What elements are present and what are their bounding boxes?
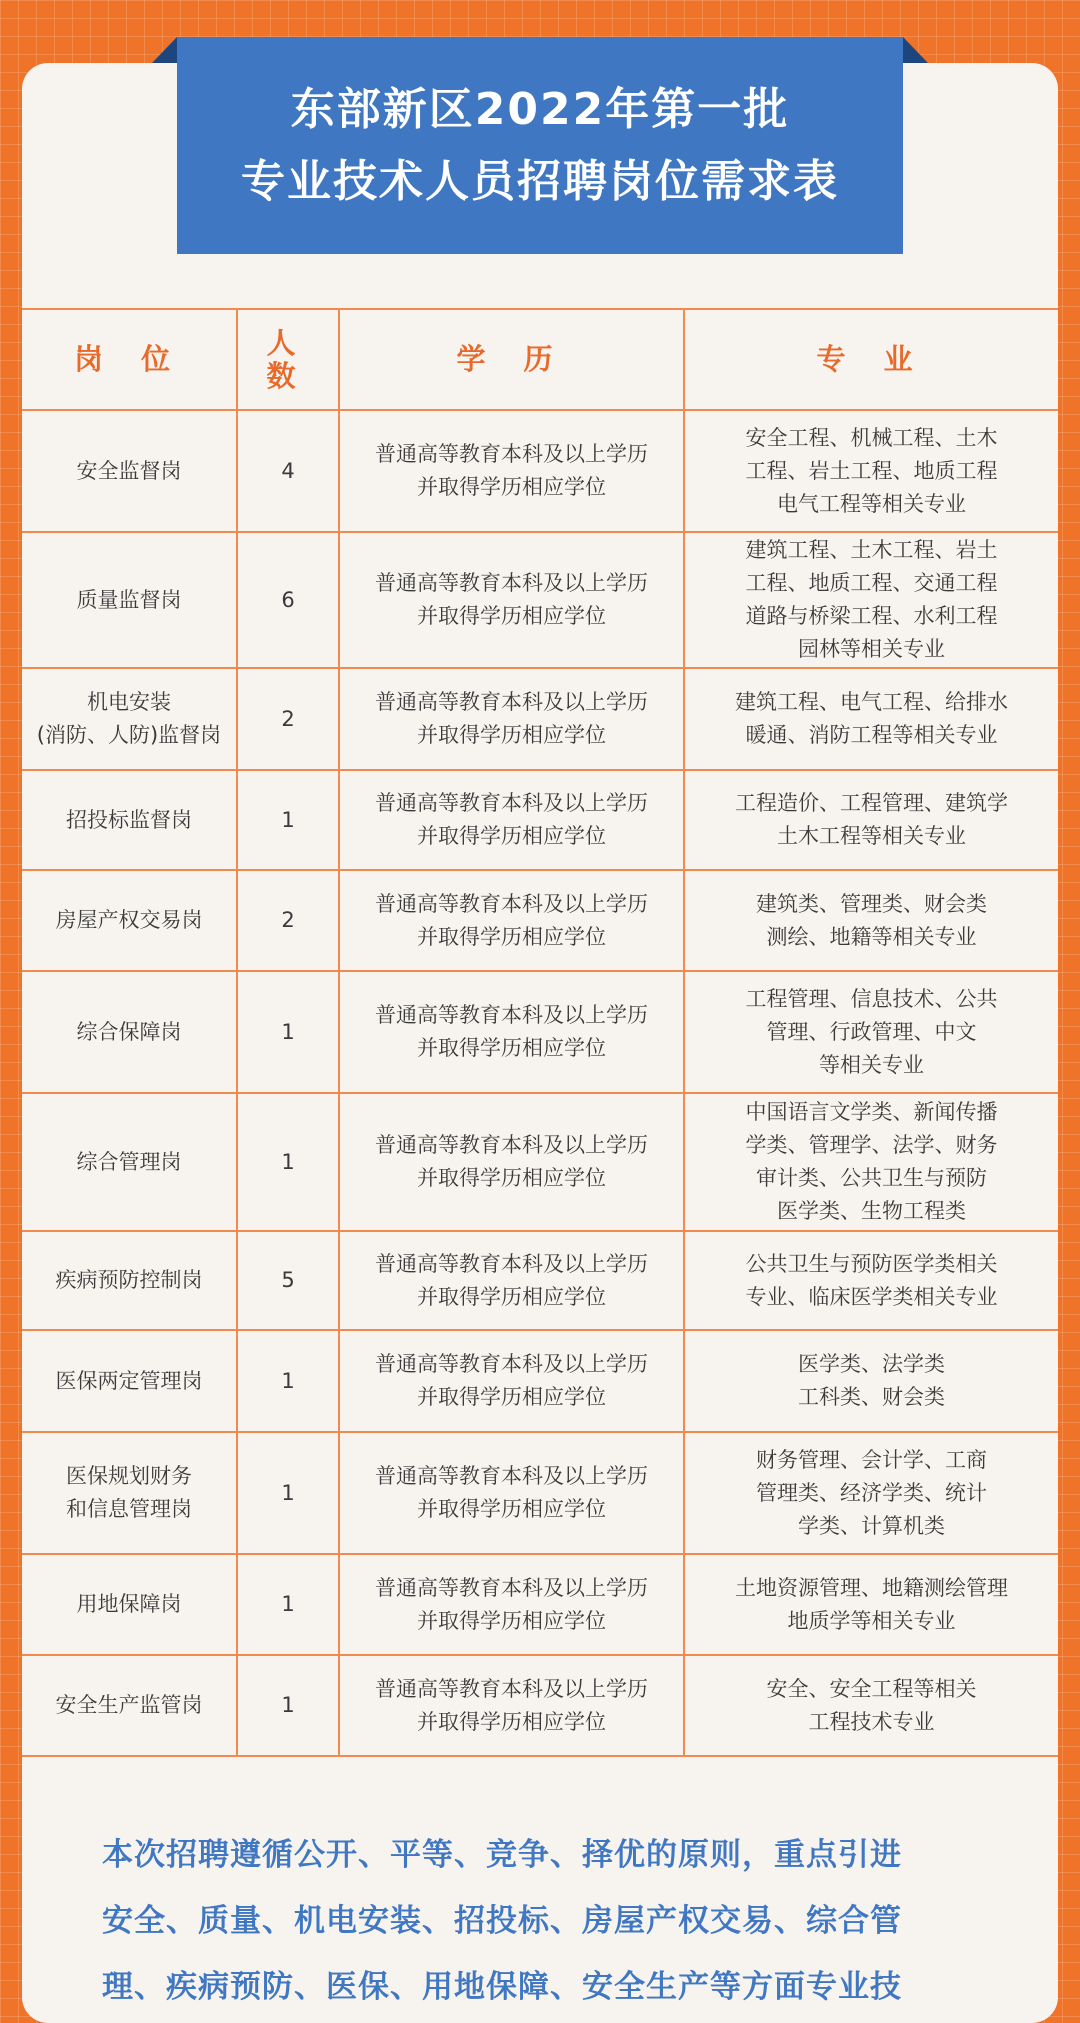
table-row bbox=[22, 1432, 1058, 1554]
cell-education: 普通高等教育本科及以上学历 并取得学历相应学位 bbox=[339, 1231, 684, 1330]
cell-major: 安全工程、机械工程、土木 工程、岩土工程、地质工程 电气工程等相关专业 bbox=[684, 410, 1058, 532]
table-row bbox=[22, 532, 1058, 668]
cell-position: 招投标监督岗 bbox=[22, 770, 237, 870]
note-line-2: 安全、质量、机电安装、招投标、房屋产权交易、综合管 bbox=[102, 1903, 902, 1939]
table-row bbox=[22, 870, 1058, 971]
cell-count: 2 bbox=[237, 668, 339, 770]
cell-education: 普通高等教育本科及以上学历 并取得学历相应学位 bbox=[339, 668, 684, 770]
cell-position: 综合管理岗 bbox=[22, 1093, 237, 1231]
cell-education: 普通高等教育本科及以上学历 并取得学历相应学位 bbox=[339, 1655, 684, 1756]
cell-major: 土地资源管理、地籍测绘管理 地质学等相关专业 bbox=[684, 1554, 1058, 1655]
cell-count: 1 bbox=[237, 1655, 339, 1756]
header-count: 人 数 bbox=[237, 309, 339, 410]
cell-position: 质量监督岗 bbox=[22, 532, 237, 668]
cell-position: 用地保障岗 bbox=[22, 1554, 237, 1655]
cell-major: 建筑类、管理类、财会类 测绘、地籍等相关专业 bbox=[684, 870, 1058, 971]
cell-major: 安全、安全工程等相关 工程技术专业 bbox=[684, 1655, 1058, 1756]
cell-count: 1 bbox=[237, 1330, 339, 1432]
cell-position: 医保规划财务 和信息管理岗 bbox=[22, 1432, 237, 1554]
cell-education: 普通高等教育本科及以上学历 并取得学历相应学位 bbox=[339, 1554, 684, 1655]
table-row bbox=[22, 668, 1058, 770]
cell-major: 公共卫生与预防医学类相关 专业、临床医学类相关专业 bbox=[684, 1231, 1058, 1330]
cell-major: 工程造价、工程管理、建筑学 土木工程等相关专业 bbox=[684, 770, 1058, 870]
title-line-2: 专业技术人员招聘岗位需求表 bbox=[241, 155, 839, 207]
cell-education: 普通高等教育本科及以上学历 并取得学历相应学位 bbox=[339, 1093, 684, 1231]
cell-count: 1 bbox=[237, 971, 339, 1093]
cell-education: 普通高等教育本科及以上学历 并取得学历相应学位 bbox=[339, 870, 684, 971]
header-education: 学 历 bbox=[339, 309, 684, 410]
table-row bbox=[22, 770, 1058, 870]
note-line-1: 本次招聘遵循公开、平等、竞争、择优的原则，重点引进 bbox=[102, 1837, 902, 1873]
cell-count: 5 bbox=[237, 1231, 339, 1330]
cell-major: 建筑工程、电气工程、给排水 暖通、消防工程等相关专业 bbox=[684, 668, 1058, 770]
title-line-1: 东部新区2022年第一批 bbox=[290, 83, 790, 135]
cell-major: 中国语言文学类、新闻传播 学类、管理学、法学、财务 审计类、公共卫生与预防 医学类、生物工程类 bbox=[684, 1093, 1058, 1231]
cell-education: 普通高等教育本科及以上学历 并取得学历相应学位 bbox=[339, 770, 684, 870]
cell-education: 普通高等教育本科及以上学历 并取得学历相应学位 bbox=[339, 532, 684, 668]
cell-major: 建筑工程、土木工程、岩土 工程、地质工程、交通工程 道路与桥梁工程、水利工程 园林等相关专业 bbox=[684, 532, 1058, 668]
cell-position: 安全生产监管岗 bbox=[22, 1655, 237, 1756]
cell-count: 4 bbox=[237, 410, 339, 532]
cell-position: 房屋产权交易岗 bbox=[22, 870, 237, 971]
banner-fold-left bbox=[152, 37, 177, 63]
table-row bbox=[22, 971, 1058, 1093]
table-row bbox=[22, 1093, 1058, 1231]
cell-position: 综合保障岗 bbox=[22, 971, 237, 1093]
cell-education: 普通高等教育本科及以上学历 并取得学历相应学位 bbox=[339, 971, 684, 1093]
cell-count: 6 bbox=[237, 532, 339, 668]
cell-position: 安全监督岗 bbox=[22, 410, 237, 532]
table-row bbox=[22, 1330, 1058, 1432]
cell-position: 疾病预防控制岗 bbox=[22, 1231, 237, 1330]
note-line-3: 理、疾病预防、医保、用地保障、安全生产等方面专业技 bbox=[102, 1969, 902, 2005]
cell-major: 财务管理、会计学、工商 管理类、经济学类、统计 学类、计算机类 bbox=[684, 1432, 1058, 1554]
table-body bbox=[22, 410, 1058, 1756]
cell-count: 1 bbox=[237, 1093, 339, 1231]
cell-education: 普通高等教育本科及以上学历 并取得学历相应学位 bbox=[339, 1330, 684, 1432]
header-major: 专 业 bbox=[684, 309, 1058, 410]
cell-position: 医保两定管理岗 bbox=[22, 1330, 237, 1432]
cell-count: 2 bbox=[237, 870, 339, 971]
cell-education: 普通高等教育本科及以上学历 并取得学历相应学位 bbox=[339, 410, 684, 532]
cell-major: 医学类、法学类 工科类、财会类 bbox=[684, 1330, 1058, 1432]
banner-fold-right bbox=[903, 37, 928, 63]
cell-count: 1 bbox=[237, 1432, 339, 1554]
recruitment-note bbox=[102, 1822, 982, 2020]
title-banner bbox=[177, 37, 903, 254]
cell-major: 工程管理、信息技术、公共 管理、行政管理、中文 等相关专业 bbox=[684, 971, 1058, 1093]
table-row bbox=[22, 1554, 1058, 1655]
recruitment-table bbox=[22, 308, 1058, 1757]
table-header-row bbox=[22, 309, 1058, 410]
cell-count: 1 bbox=[237, 1554, 339, 1655]
table-row bbox=[22, 1231, 1058, 1330]
cell-position: 机电安装 (消防、人防)监督岗 bbox=[22, 668, 237, 770]
table-row bbox=[22, 410, 1058, 532]
cell-count: 1 bbox=[237, 770, 339, 870]
cell-education: 普通高等教育本科及以上学历 并取得学历相应学位 bbox=[339, 1432, 684, 1554]
table-row bbox=[22, 1655, 1058, 1756]
header-position: 岗 位 bbox=[22, 309, 237, 410]
